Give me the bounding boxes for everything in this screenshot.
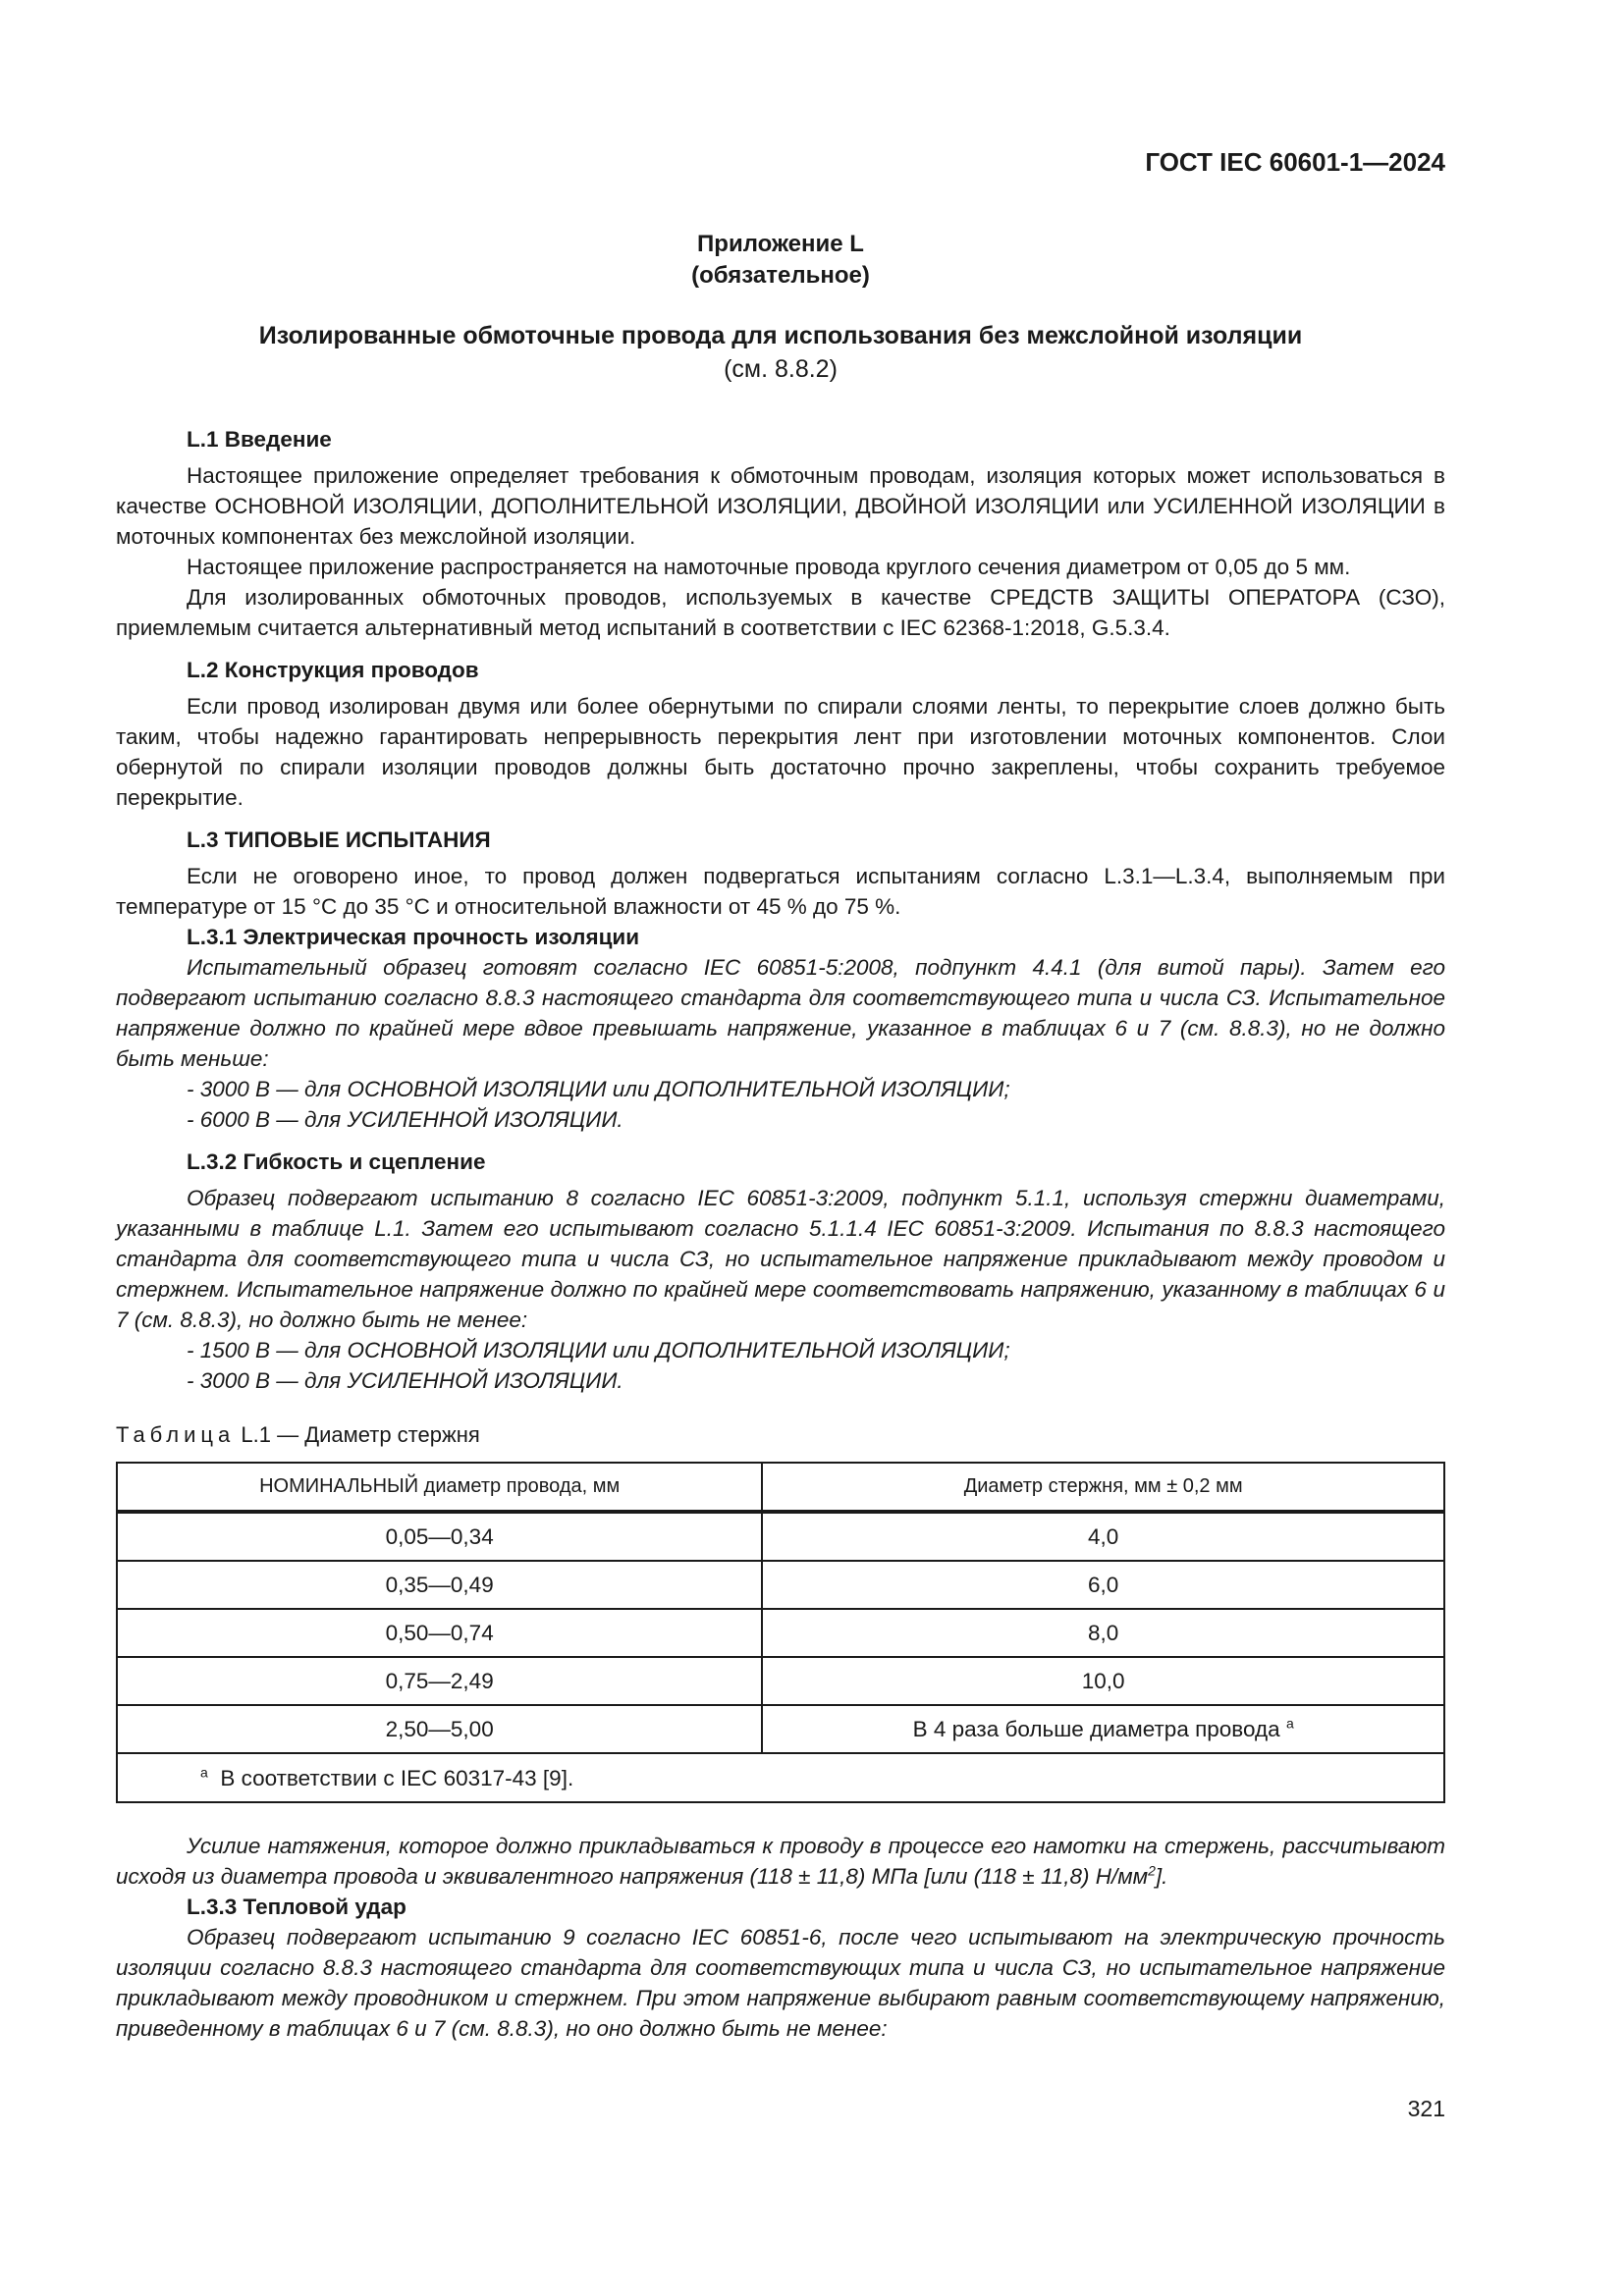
table-row	[117, 1657, 1444, 1705]
paragraph: Образец подвергают испытанию 8 согласно IEC 60851-3:2009, подпункт 5.1.1, используя стержни диаметрами, указанными в таблице L.1. Затем его испытывают согласно 5.1.1.4 IEC 60851-3:2009. Испытания по 8.8.3 настоящего стандарта для соответствующего типа и числа СЗ, но испытательное напряжение прикладывают между проводом и стержнем. Испытательное напряжение должно по крайней мере соответствовать напряжению, указанному в таблицах 6 и 7 (см. 8.8.3), но должно быть не менее:	[116, 1186, 1445, 1332]
table-cell-text: В 4 раза больше диаметра провода	[912, 1717, 1280, 1741]
table-row	[117, 1512, 1444, 1561]
annex-reference: (см. 8.8.2)	[724, 355, 838, 383]
table-row	[117, 1609, 1444, 1657]
section-heading-l3: L.3 ТИПОВЫЕ ИСПЫТАНИЯ	[187, 828, 491, 852]
footnote-marker: a	[1285, 1715, 1294, 1732]
superscript: 2	[1148, 1862, 1156, 1879]
table-caption	[116, 1419, 1445, 1450]
table-cell: 10,0	[762, 1657, 1444, 1705]
table-row	[117, 1561, 1444, 1609]
paragraph: Настоящее приложение распространяется на намоточные провода круглого сечения диаметром от 0,05 до 5 мм.	[187, 555, 1351, 579]
document-body	[116, 412, 1445, 2044]
table-caption-prefix: Таблица	[116, 1422, 236, 1447]
table-cell	[762, 1705, 1444, 1753]
document-code: ГОСТ IEC 60601-1—2024	[1145, 147, 1445, 177]
table-cell: 4,0	[762, 1512, 1444, 1561]
table-header-row	[117, 1463, 1444, 1512]
paragraph: Образец подвергают испытанию 9 согласно IEC 60851-6, после чего испытывают на электрическую прочность изоляции согласно 8.8.3 настоящего стандарта для соответствующих типа и числа СЗ, но испытательное напряжение прикладывают между проводником и стержнем. При этом напряжение выбирают равным соответствующему напряжению, приведенному в таблицах 6 и 7 (см. 8.8.3), но оно должно быть не менее:	[116, 1925, 1445, 2041]
list-item: - 3000 В — для ОСНОВНОЙ ИЗОЛЯЦИИ или ДОПОЛНИТЕЛЬНОЙ ИЗОЛЯЦИИ;	[187, 1077, 1010, 1101]
table-footnote	[117, 1753, 1444, 1802]
list-item: - 6000 В — для УСИЛЕННОЙ ИЗОЛЯЦИИ.	[187, 1107, 623, 1132]
table-row	[117, 1705, 1444, 1753]
paragraph: Настоящее приложение определяет требования к обмоточным проводам, изоляция которых может использоваться в качестве ОСНОВНОЙ ИЗОЛЯЦИИ, ДОПОЛНИТЕЛЬНОЙ ИЗОЛЯЦИИ, ДВОЙНОЙ ИЗОЛЯЦИИ или УСИЛЕННОЙ ИЗОЛЯЦИИ в моточных компонентах без межслойной изоляции.	[116, 463, 1445, 549]
section-heading-l33: L.3.3 Тепловой удар	[187, 1895, 406, 1919]
footnote-marker: a	[200, 1764, 208, 1780]
column-header: Диаметр стержня, мм ± 0,2 мм	[762, 1463, 1444, 1512]
paragraph: Если не оговорено иное, то провод должен подвергаться испытаниям согласно L.3.1—L.3.4, выполняемым при температуре от 15 °С до 35 °С и относительной влажности от 45 % до 75 %.	[116, 864, 1445, 919]
annex-status: (обязательное)	[691, 262, 870, 289]
table-cell: 0,75—2,49	[117, 1657, 762, 1705]
paragraph: Для изолированных обмоточных проводов, используемых в качестве СРЕДСТВ ЗАЩИТЫ ОПЕРАТОРА (СЗО), приемлемым считается альтернативный метод испытаний в соответствии с IEC 62368-1:2018, G.5.3.4.	[116, 585, 1445, 640]
section-heading-l31: L.3.1 Электрическая прочность изоляции	[187, 925, 640, 949]
table-cell: 0,05—0,34	[117, 1512, 762, 1561]
list-item: - 1500 В — для ОСНОВНОЙ ИЗОЛЯЦИИ или ДОПОЛНИТЕЛЬНОЙ ИЗОЛЯЦИИ;	[187, 1338, 1010, 1362]
annex-label: Приложение L	[697, 231, 864, 257]
table-cell: 0,35—0,49	[117, 1561, 762, 1609]
table-cell: 8,0	[762, 1609, 1444, 1657]
table-caption-text: L.1 — Диаметр стержня	[241, 1422, 480, 1447]
paragraph	[116, 1831, 1445, 1892]
tension-text-end: ].	[1155, 1864, 1168, 1889]
table-footnote-row	[117, 1753, 1444, 1802]
rod-diameter-table	[116, 1462, 1445, 1803]
paragraph: Испытательный образец готовят согласно IEC 60851-5:2008, подпункт 4.4.1 (для витой пары). Затем его подвергают испытанию согласно 8.8.3 настоящего стандарта для соответствующего типа и числа СЗ. Испытательное напряжение должно по крайней мере вдвое превышать напряжение, указанное в таблицах 6 и 7 (см. 8.8.3), но не должно быть меньше:	[116, 955, 1445, 1071]
section-heading-l32: L.3.2 Гибкость и сцепление	[187, 1149, 486, 1174]
section-heading-l1: L.1 Введение	[187, 427, 332, 452]
footnote-text: В соответствии с IEC 60317-43 [9].	[220, 1765, 574, 1790]
table-cell: 6,0	[762, 1561, 1444, 1609]
column-header: НОМИНАЛЬНЫЙ диаметр провода, мм	[117, 1463, 762, 1512]
table-cell: 0,50—0,74	[117, 1609, 762, 1657]
section-heading-l2: L.2 Конструкция проводов	[187, 658, 479, 682]
paragraph: Если провод изолирован двумя или более обернутыми по спирали слоями ленты, то перекрытие слоев должно быть таким, чтобы надежно гарантировать непрерывность перекрытия лент при изготовлении моточных компонентов. Слои обернутой по спирали изоляции проводов должны быть достаточно прочно закреплены, чтобы сохранить требуемое перекрытие.	[116, 694, 1445, 810]
table-cell: 2,50—5,00	[117, 1705, 762, 1753]
list-item: - 3000 В — для УСИЛЕННОЙ ИЗОЛЯЦИИ.	[187, 1368, 623, 1393]
tension-text: Усилие натяжения, которое должно прикладываться к проводу в процессе его намотки на стержень, рассчитывают исходя из диаметра провода и эквивалентного напряжения (118 ± 11,8) МПа [или (118 ± 11,8) Н/мм	[116, 1834, 1445, 1889]
annex-title: Изолированные обмоточные провода для использования без межслойной изоляции	[258, 322, 1303, 349]
annex-label-block	[116, 229, 1445, 292]
page-number: 321	[1407, 2096, 1445, 2121]
